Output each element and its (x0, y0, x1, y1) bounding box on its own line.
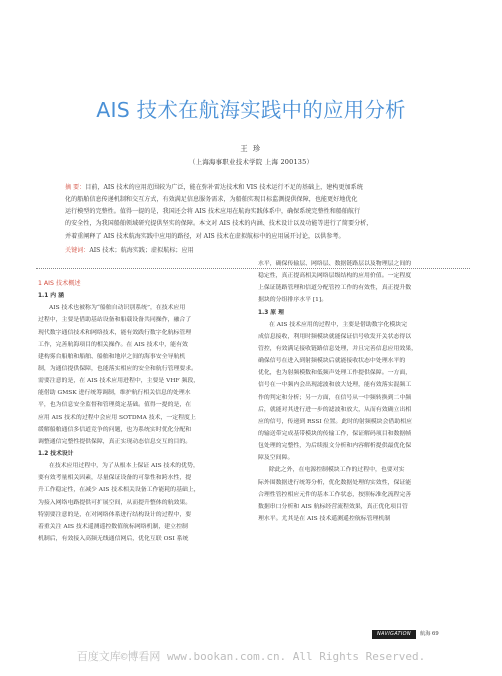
body-text-line: 成信息接收，利用时频模块就能保证信号收发开关状态得以 (258, 333, 412, 340)
article-title: AIS 技术在航海实践中的应用分析 (96, 98, 406, 122)
body-text-line: 过程中，主要是借助基站设备和船载设备共同操作，融合了 (38, 317, 192, 324)
body-text-line: 特别要注意的是，在对网络体系进行结构设计的过程中，要 (38, 511, 192, 518)
body-text-line: 理水平。尤其是在 AIS 技术遥测遥控航标管理机制 (258, 515, 391, 522)
body-text-line: 管控，有效满足接收链路信息处理，并且完善信息应用效果， (258, 345, 418, 352)
body-text-line: 除此之外，在电源控制模块工作的过程中，也要对实 (269, 467, 405, 474)
body-text-line: 应的信号，传递到 RSSI 位置。此时的射频模块会借助相应 (258, 418, 412, 425)
body-text-line: 调整通信完整性提供保障，真正实现动态信息交互的目的。 (38, 438, 192, 445)
body-text-line: 平，也为信息安全监督和管理奠定基础。值得一提的是，在 (38, 402, 192, 409)
author-affiliation: （上海海事职业技术学院 上海 200135） (188, 158, 314, 166)
navigation-badge: NAVIGATION (372, 630, 416, 639)
body-text-line: 机制后，有效接入高频无线通信网后，优化互联 OSI 系统 (38, 535, 189, 542)
body-text-line: 要有效考量相关因素，尽量保证设备的可靠性和跨水性，提 (38, 475, 192, 482)
abstract (65, 182, 437, 243)
body-text-line: 应用 AIS 技术的过程中会应用 SOTDMA 技术，一定程度上 (38, 414, 196, 421)
body-text-line: 的输送带完成基带模块的传输工作，保证解码项目和数据帧 (258, 430, 412, 437)
journal-page-number: 航海 69 (420, 631, 439, 637)
body-text-line: 稳定性，真正提高相关网络层级结构的应用价值。一定程度 (258, 273, 412, 280)
keywords-label: 关键词： (65, 247, 90, 254)
abstract-line: 摘 要：目前，AIS 技术的应用范围较为广泛，能在弥补雷达技术和 VIS 技术运行不足的基础上，建构更加系统 (65, 184, 363, 191)
body-text-line: 际外围数据进行统筹分析，优化数据处理的实效性，保证能 (258, 479, 412, 486)
body-text-line: 现代数字通信技术和网络技术，能有效践行数字化航标管理 (38, 329, 192, 336)
body-text-line: 着重关注 AIS 技术遥测遥控数值航标网络机制，建立控制 (38, 523, 188, 530)
body-text-line: 数据串口分析和 AIS 航标经营流程效果，真正优化项目管 (258, 503, 408, 510)
abstract-line: 运行模型的完整性。值得一提的是，我国还会将 AIS 技术应用在航海实践体系中，确保系统完整性和船舶航行 (65, 208, 361, 216)
body-text-line: 为接入网络电路提供可扩展空间，从而提升整体的航效果。 (38, 499, 192, 506)
body-text-line: 制，为通信提供保障，也能落实相应的安全和航行管理要求。 (38, 365, 198, 372)
body-text-line: 后，就能对其进行进一步的滤波和放大，从而有效确立出相 (258, 406, 412, 413)
body-text-line: 工作，完善航海项目的相关操作。在 AIS 技术中，能有效 (38, 341, 188, 348)
body-text-line: 作的判定和分析；另一方面，在信号从一中频转换到二中频 (258, 394, 412, 401)
body-text-line: 在技术应用过程中，为了从根本上保证 AIS 技术的优势， (49, 463, 199, 470)
body-text-line: 在 AIS 技术应用的过程中，主要是借助数字化模块完 (269, 321, 408, 328)
body-text-line: AIS 技术也被称为“船舶自动识别系统”，在技术应用 (49, 305, 186, 312)
watermark: 百度文库©博看网 www.bookan.com.cn. All Rights Reserved. (76, 650, 426, 663)
keywords (65, 245, 194, 254)
body-text-line: 合理性管控相应元件的基本工作状态，按照标准化流程完善 (258, 491, 412, 498)
body-text-line: 水平，确保传输层、网络层、数据链路层以及物理层之间的 (258, 261, 412, 267)
section-heading: 1.3 原 理 (258, 309, 284, 316)
body-text-line: 障及空间障。 (258, 455, 294, 462)
body-text-line: 据块的分组排序水平 [1]。 (258, 297, 328, 304)
body-text-line: 优化，也为射频模数和低频声处理工作提供保障。一方面， (258, 370, 412, 377)
abstract-line: 化的船舶信息传递机制和交互方式，有效满足信息服务需求，为船舶实现目标监测提供保障，也能更好地优化 (65, 196, 358, 204)
body-text-line: 建构雾台船舶和船舶、船舶和地岸之间的海事安全导航机 (38, 353, 186, 360)
keywords-text: AIS 技术；航海实践；虚拟航标；应用 (89, 247, 194, 254)
body-text-line: 信号在一中频内会出现滤波和放大处理，能有效落实混频工 (258, 382, 412, 389)
left-column (38, 278, 244, 545)
section-heading: 1 AIS 技术概述 (38, 280, 81, 287)
abstract-line: 并着重阐释了 AIS 技术航海实践中应用的路径，对 AIS 技术在虚拟航标中的应用展开讨论，以供参考。 (65, 232, 345, 240)
section-heading: 1.2 技术设计 (38, 450, 74, 457)
section-heading: 1.1 内 涵 (38, 293, 64, 300)
body-text-line: 需要注意的是，在 AIS 技术应用进程中，主要是 VHF 频段， (38, 378, 200, 385)
abstract-label: 摘 要： (65, 184, 86, 191)
body-text-line: 升工作稳定性，在减少 AIS 技术相关设备工作能耗的基础上， (38, 487, 200, 494)
body-text-line: 确保信号在进入到射频模块后就能接收状态中处理水平的 (258, 358, 406, 365)
abstract-line: 的安全性，为我国船舶领域研究提供坚实的保障。本文对 AIS 技术的内涵、技术设计以及功能等进行了简要分析， (65, 220, 373, 228)
body-text-line: 能借助 GMSK 进行统筹调制，维护航行相关信息的处理水 (38, 390, 191, 397)
author-name: 王 珍 (240, 144, 262, 153)
body-text-line: 上保证链路管理和信道分配管控工作的有效性，真正提升数 (258, 285, 412, 292)
body-text-line: 缓解船舶通信多信道竞争的问题，也为系统实时优化分配和 (38, 426, 192, 433)
right-column (258, 258, 466, 525)
body-text-line: 包处理的完整性，为后续报文分析和内容解析提供最优化保 (258, 443, 412, 450)
